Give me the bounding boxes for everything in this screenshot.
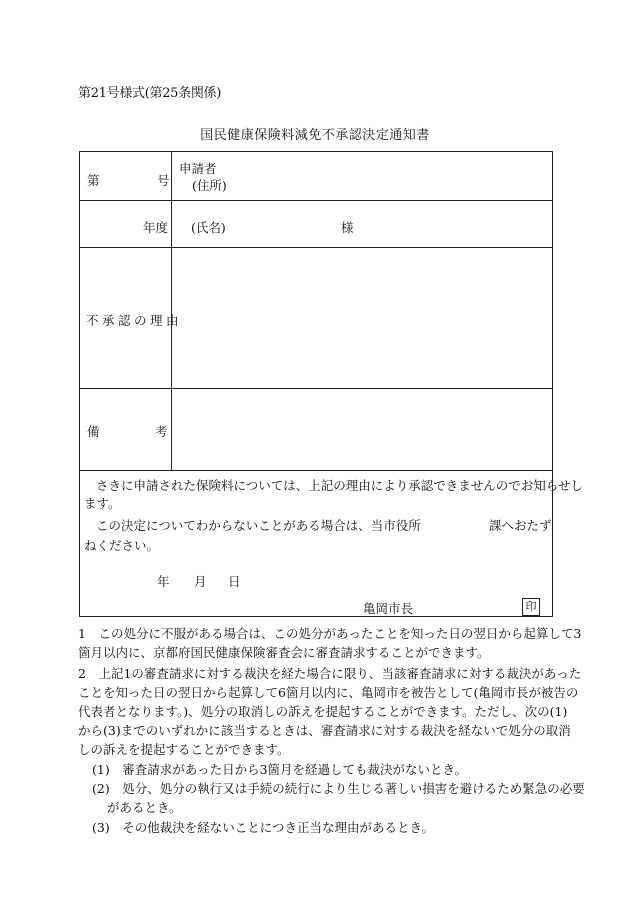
mayor-signature: 亀岡市長 bbox=[363, 601, 414, 616]
note-line: 1 この処分に不服がある場合は、この処分があったことを知った日の翌日から起算して3 bbox=[78, 626, 582, 641]
date-month: 月 bbox=[194, 574, 207, 589]
applicant-label: 申請者 bbox=[179, 161, 217, 176]
address-label: (住所) bbox=[192, 178, 227, 193]
honorific-sama: 様 bbox=[341, 220, 354, 235]
note-line: があるとき。 bbox=[107, 800, 182, 815]
row-divider-1 bbox=[80, 200, 552, 201]
number-label-left: 第 bbox=[87, 173, 100, 188]
date-year: 年 bbox=[157, 574, 170, 589]
seal-mark: 印 bbox=[522, 598, 540, 616]
row-divider-4 bbox=[80, 470, 552, 471]
name-label: (氏名) bbox=[191, 220, 226, 235]
remarks-label-right: 考 bbox=[155, 424, 168, 439]
row-divider-2 bbox=[80, 247, 552, 248]
row-divider-3 bbox=[80, 388, 552, 389]
document-title: 国民健康保険料減免不承認決定通知書 bbox=[200, 128, 430, 143]
note-line: (3) その他裁決を経ないことにつき正当な理由があるとき。 bbox=[92, 820, 434, 835]
remarks-label-left: 備 bbox=[87, 424, 100, 439]
number-label-right: 号 bbox=[157, 173, 170, 188]
rejection-reason-label: 不承認の理由 bbox=[86, 313, 183, 328]
notice-message-line-1b: ます。 bbox=[84, 496, 121, 511]
note-line: から(3)までのいずれかに該当するときは、審査請求に対する裁決を経ないで処分の取消 bbox=[78, 723, 571, 738]
rejection-reason-value bbox=[173, 249, 551, 387]
notice-message-line-2b: 課へおたず bbox=[489, 518, 552, 533]
remarks-value bbox=[173, 390, 551, 468]
notice-message-line-2a: この決定についてわからないことがある場合は、当市役所 bbox=[96, 518, 421, 533]
notice-form-table bbox=[79, 151, 583, 617]
notice-message-line-2c: ねください。 bbox=[84, 538, 160, 553]
form-number-label: 第21号様式(第25条関係) bbox=[78, 86, 222, 101]
note-line: (1) 審査請求があった日から3箇月を経過しても裁決がないとき。 bbox=[92, 762, 468, 777]
note-line: 代表者となります。)、処分の取消しの訴えを提起することができます。ただし、次の(1) bbox=[78, 704, 568, 719]
note-line: 箇月以内に、京都府国民健康保険審査会に審査請求することができます。 bbox=[78, 645, 490, 660]
date-day: 日 bbox=[228, 574, 241, 589]
note-line: ことを知った日の翌日から起算して6箇月以内に、亀岡市を被告として(亀岡市長が被告の bbox=[78, 685, 579, 700]
note-line: しの訴えを提起することができます。 bbox=[78, 742, 290, 757]
note-line: (2) 処分、処分の執行又は手続の続行により生じる著しい損害を避けるため緊急の必要 bbox=[92, 781, 585, 796]
fiscal-year-label: 年度 bbox=[143, 220, 169, 235]
note-line: 2 上記1の審査請求に対する裁決を経た場合に限り、当該審査請求に対する裁決があった bbox=[78, 666, 582, 681]
notice-message-line-1a: さきに申請された保険料については、上記の理由により承認できませんのでお知らせし bbox=[96, 478, 583, 493]
